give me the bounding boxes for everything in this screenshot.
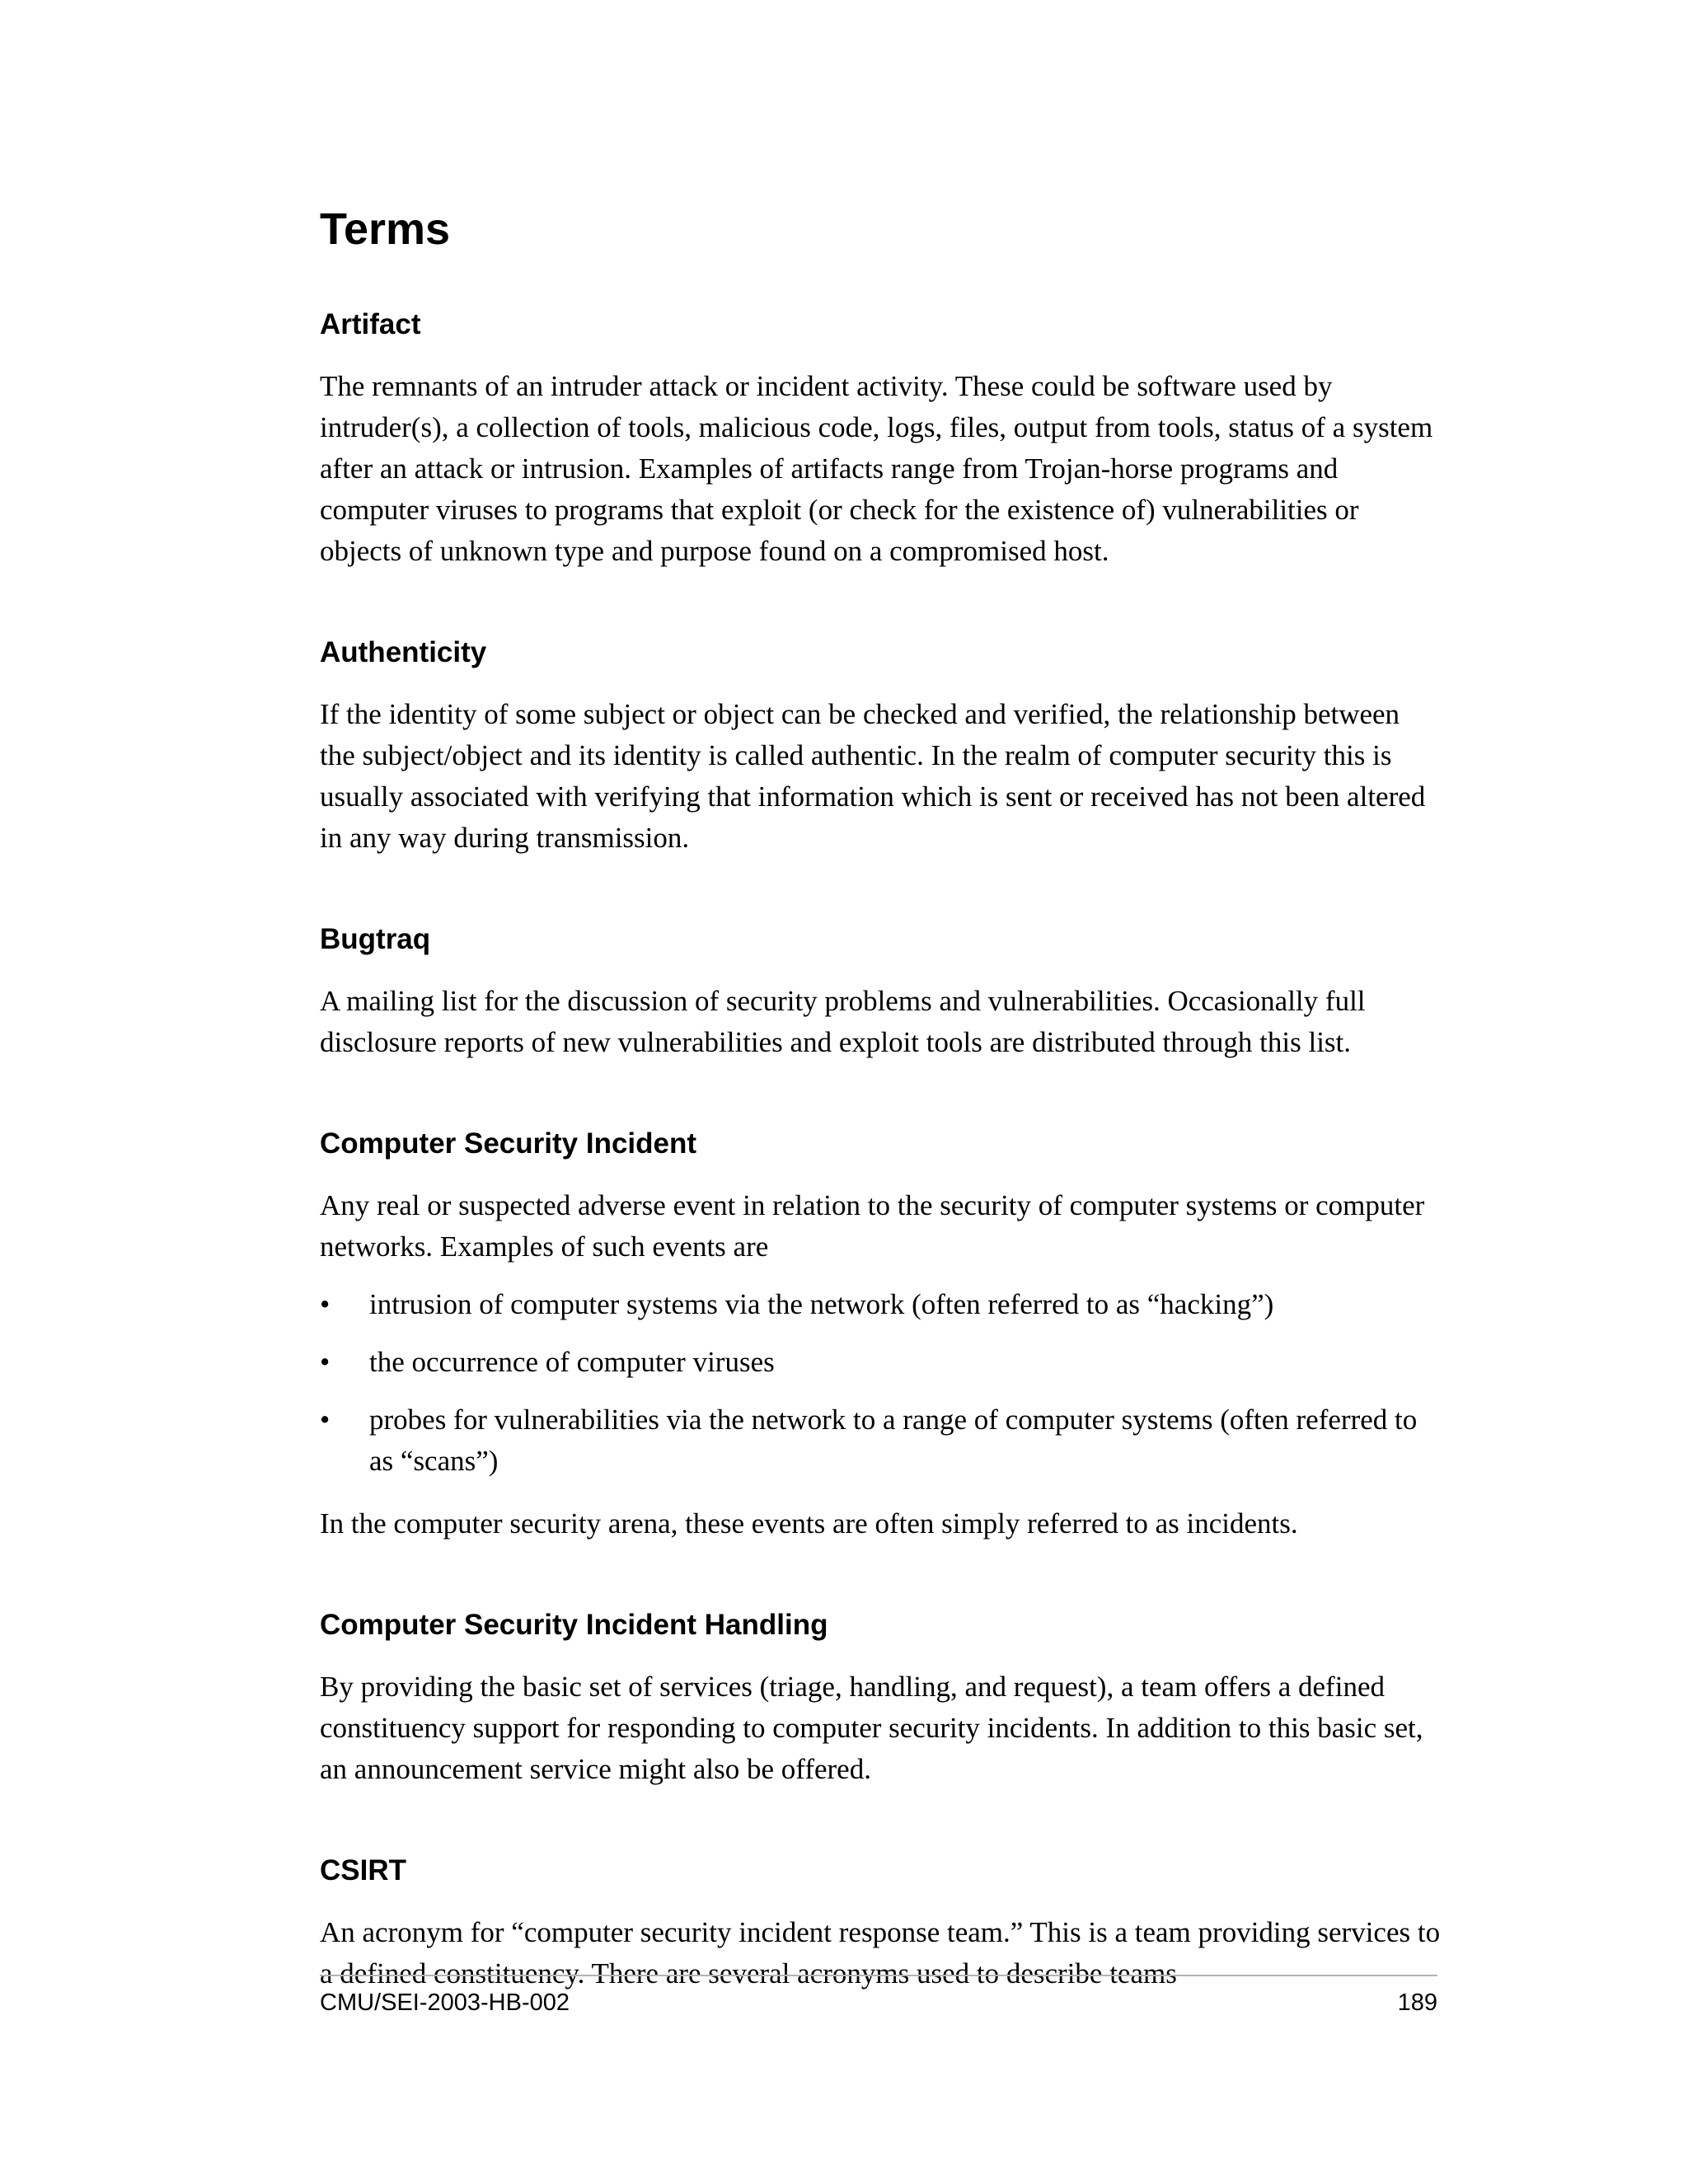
term-heading: Bugtraq [320, 923, 431, 955]
term-definition: Any real or suspected adverse event in relation to the security of computer systems or computer networks. Examples of such events are [320, 1189, 1425, 1263]
bullet-icon: • [320, 1288, 331, 1320]
list-item [320, 1342, 1441, 1383]
term-csirt [320, 1851, 1441, 1994]
term-artifact [320, 305, 1441, 572]
footer-page-number: 189 [1397, 1990, 1437, 2016]
term-definition: The remnants of an intruder attack or incident activity. These could be software used by intruder(s), a collection of tools, malicious code, logs, files, output from tools, status of a system after an attack or intrusion. Examples of artifacts range from Trojan-horse programs and computer viruses to programs that exploit (or check for the existence of) vulnerabilities or objects of unknown type and purpose found on a compromised host. [320, 370, 1433, 567]
example-events-list [320, 1284, 1441, 1482]
terms-list [320, 305, 1441, 2055]
term-heading: Authenticity [320, 636, 487, 668]
term-definition: An acronym for “computer security incident response team.” This is a team providing services to a defined constituency. There are several acronyms used to describe teams [320, 1916, 1441, 1990]
term-computer-security-incident-handling [320, 1605, 1441, 1790]
list-item [320, 1399, 1441, 1482]
term-heading: Computer Security Incident [320, 1127, 697, 1160]
list-item-text: the occurrence of computer viruses [369, 1346, 775, 1378]
list-item-text: probes for vulnerabilities via the network to a range of computer systems (often referred to as “scans”) [369, 1404, 1418, 1477]
page-title: Terms [320, 204, 451, 254]
term-definition: A mailing list for the discussion of security problems and vulnerabilities. Occasionally full disclosure reports of new vulnerabilities and exploit tools are distributed through this list. [320, 985, 1366, 1058]
term-definition: By providing the basic set of services (triage, handling, and request), a team offers a defined constituency support for responding to computer security incidents. In addition to this basic set, an announcement service might also be offered. [320, 1671, 1423, 1785]
footer-divider [320, 1975, 1437, 1976]
list-item [320, 1284, 1441, 1325]
bullet-icon: • [320, 1404, 331, 1436]
term-heading: Artifact [320, 308, 421, 340]
term-bugtraq [320, 920, 1441, 1063]
list-item-text: intrusion of computer systems via the network (often referred to as “hacking”) [369, 1288, 1274, 1320]
document-page [320, 0, 1441, 2184]
term-authenticity [320, 633, 1441, 859]
term-computer-security-incident [320, 1124, 1441, 1544]
term-definition-continued: In the computer security arena, these events are often simply referred to as incidents. [320, 1507, 1298, 1540]
term-heading: CSIRT [320, 1854, 406, 1886]
term-definition: If the identity of some subject or object can be checked and verified, the relationship between the subject/object and its identity is called authentic. In the realm of computer security this is usually associated with verifying that information which is sent or received has not been altered in any way during transmission. [320, 698, 1426, 854]
term-heading: Computer Security Incident Handling [320, 1609, 828, 1641]
bullet-icon: • [320, 1346, 331, 1378]
footer-document-id: CMU/SEI-2003-HB-002 [320, 1990, 570, 2016]
